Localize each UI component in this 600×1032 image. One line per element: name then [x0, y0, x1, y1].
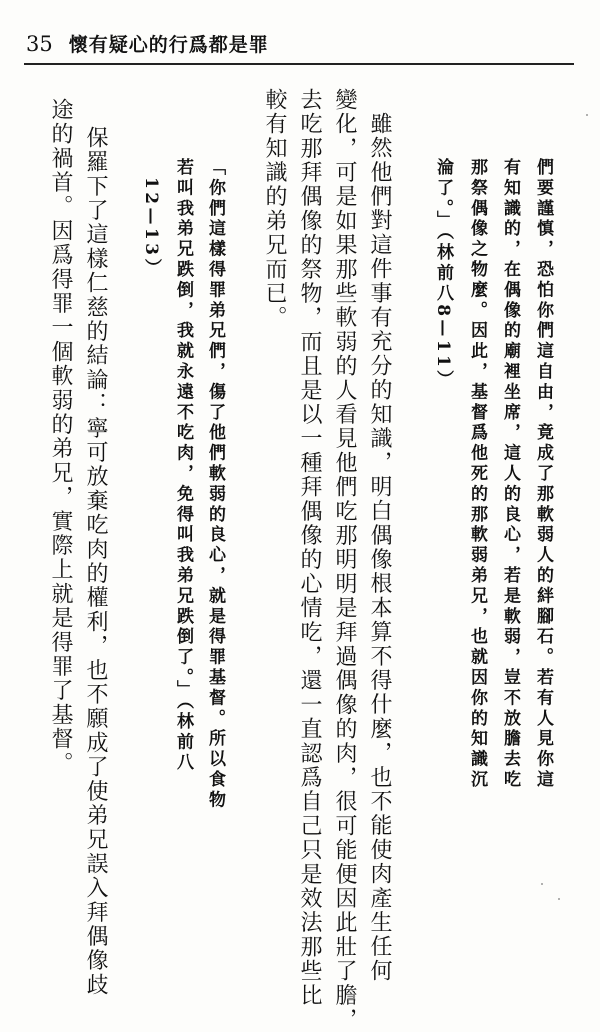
header-rule — [24, 63, 574, 65]
text-column: 若叫我弟兄跌倒，我就永遠不吃肉，免得叫我弟兄跌倒了。」（林前八 — [173, 158, 193, 774]
text-column: 「你們這樣得罪弟兄們，傷了他們軟弱的良心，就是得罪基督。所以食物 — [205, 158, 225, 811]
text-column: 途的禍首。因爲得罪一個軟弱的弟兄，實際上就是得罪了基督。 — [48, 98, 73, 776]
text-column: 雖然他們對這件事有充分的知識，明白偶像根本算不得什麼，也不能使肉產生任何 — [367, 112, 392, 984]
text-column: 有知識的，在偶像的廟裡坐席，這人的良心，若是軟弱，豈不放膽去吃 — [500, 158, 520, 791]
text-column: 們要謹慎，恐怕你們這自由，竟成了那軟弱人的絆腳石。若有人見你這 — [533, 158, 553, 791]
text-column: 變化，可是如果那些軟弱的人看見他們吃那明明是拜過偶像的肉，很可能便因此壯了膽， — [332, 88, 357, 1032]
running-header — [26, 30, 572, 57]
page-number: 35 — [26, 32, 53, 56]
text-column: 保羅下了這樣仁慈的結論：寧可放棄吃肉的權利，也不願成了使弟兄誤入拜偶像歧 — [83, 126, 108, 998]
text-column: 12—13） — [141, 177, 161, 279]
paper-speck — [586, 114, 588, 116]
text-column: 較有知識的弟兄而已。 — [262, 88, 287, 330]
paper-speck — [541, 883, 543, 885]
text-column: 淪了。」（林前八8—11） — [433, 158, 453, 391]
text-column: 那祭偶像之物麼。因此，基督爲他死的那軟弱弟兄，也就因你的知識沉 — [467, 158, 487, 791]
paper-speck — [558, 898, 560, 900]
text-column: 去吃那拜偶像的祭物，而且是以一種拜偶像的心情吃，還一直認爲自己只是效法那些比 — [297, 88, 322, 1008]
running-title: 懷有疑心的行爲都是罪 — [68, 34, 269, 56]
